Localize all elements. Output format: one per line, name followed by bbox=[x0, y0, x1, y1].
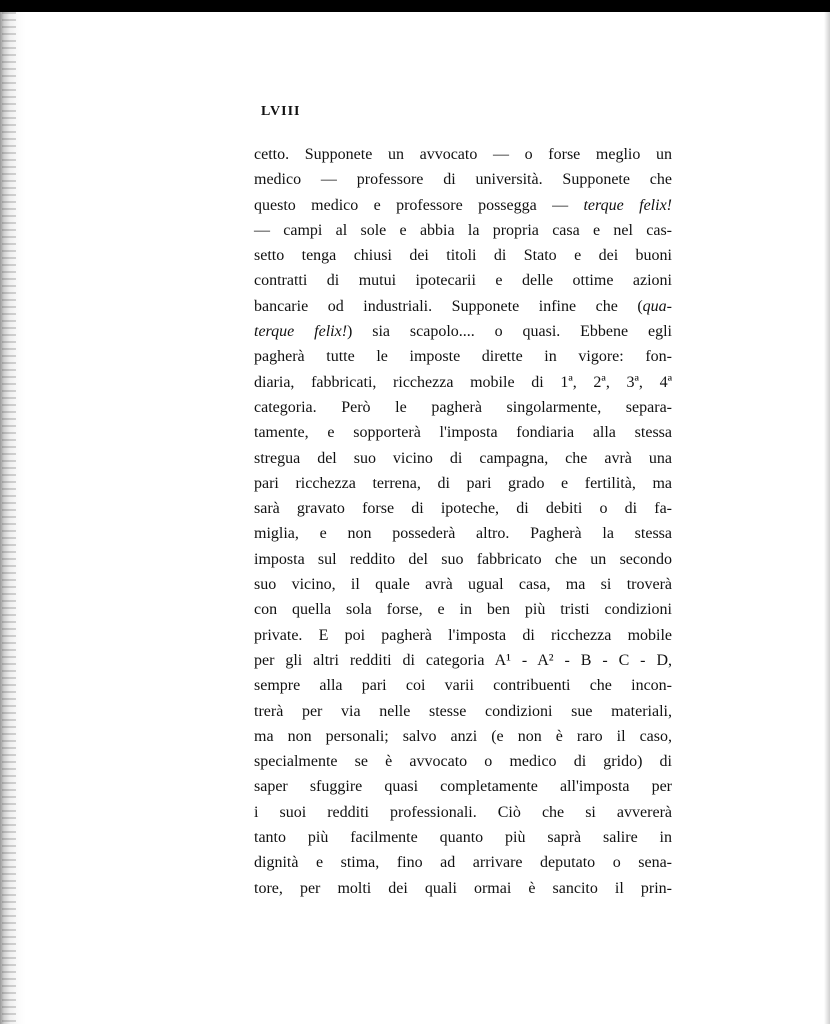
text-line bbox=[254, 395, 672, 420]
text-segment: imposta sul reddito del suo fabbricato che un secondo bbox=[254, 550, 672, 568]
text-line bbox=[254, 420, 672, 445]
italic-phrase: terque felix! bbox=[583, 196, 673, 214]
text-segment: tore, per molti dei quali ormai è sancito il prin- bbox=[254, 879, 672, 897]
text-line bbox=[254, 724, 672, 749]
text-line bbox=[254, 268, 672, 293]
text-line bbox=[254, 850, 672, 875]
body-text bbox=[254, 142, 672, 901]
text-line bbox=[254, 876, 672, 901]
text-segment: setto tenga chiusi dei titoli di Stato e dei buoni bbox=[254, 247, 672, 265]
text-line bbox=[254, 825, 672, 850]
text-segment: private. E poi pagherà l'imposta di ricchezza mobile bbox=[254, 626, 672, 644]
text-line bbox=[254, 521, 672, 546]
text-line bbox=[254, 218, 672, 243]
text-segment: tanto più facilmente quanto più saprà salire in bbox=[254, 829, 672, 847]
italic-phrase: terque felix! bbox=[254, 323, 348, 341]
text-line bbox=[254, 167, 672, 192]
text-line bbox=[254, 699, 672, 724]
text-line bbox=[254, 344, 672, 369]
text-segment: pagherà tutte le imposte dirette in vigore: fon- bbox=[254, 348, 672, 366]
text-line bbox=[254, 597, 672, 622]
text-line bbox=[254, 547, 672, 572]
text-line bbox=[254, 142, 672, 167]
scan-right-edge bbox=[824, 12, 830, 1024]
text-segment: sarà gravato forse di ipoteche, di debiti o di fa- bbox=[254, 500, 672, 518]
text-segment: ma non personali; salvo anzi (e non è raro il caso, bbox=[254, 727, 672, 745]
text-line bbox=[254, 193, 672, 218]
text-segment: medico — professore di università. Supponete che bbox=[254, 171, 672, 189]
text-segment: tamente, e sopporterà l'imposta fondiaria alla stessa bbox=[254, 424, 672, 442]
text-line bbox=[254, 673, 672, 698]
text-segment: stregua del suo vicino di campagna, che avrà una bbox=[254, 449, 672, 467]
text-line bbox=[254, 648, 672, 673]
text-segment: saper sfuggire quasi completamente all'imposta per bbox=[254, 778, 672, 796]
text-segment: specialmente se è avvocato o medico di grido) di bbox=[254, 753, 672, 771]
text-segment: cetto. Supponete un avvocato — o forse meglio un bbox=[254, 146, 672, 163]
text-segment: contratti di mutui ipotecarii e delle ottime azioni bbox=[254, 272, 672, 290]
text-segment: suo vicino, il quale avrà ugual casa, ma si troverà bbox=[254, 576, 672, 594]
text-line bbox=[254, 774, 672, 799]
text-segment: trerà per via nelle stesse condizioni sue materiali, bbox=[254, 702, 672, 720]
text-segment: sempre alla pari coi varii contribuenti che incon- bbox=[254, 677, 672, 695]
text-line bbox=[254, 319, 672, 344]
text-line bbox=[254, 243, 672, 268]
page-number: LVIII bbox=[261, 104, 301, 119]
text-segment: i suoi redditi professionali. Ciò che si avvererà bbox=[254, 803, 672, 821]
text-segment: dignità e stima, fino ad arrivare deputato o sena- bbox=[254, 854, 672, 872]
text-segment: per gli altri redditi di categoria A¹ - A² - B - C - D, bbox=[254, 651, 672, 669]
text-line bbox=[254, 496, 672, 521]
text-segment: pari ricchezza terrena, di pari grado e fertilità, ma bbox=[254, 474, 672, 492]
text-line bbox=[254, 294, 672, 319]
text-segment: ) sia scapolo.... o quasi. Ebbene egli bbox=[347, 323, 672, 341]
text-line bbox=[254, 623, 672, 648]
italic-phrase: qua- bbox=[642, 297, 672, 315]
scan-top-border bbox=[0, 0, 830, 12]
scan-left-edge-marks bbox=[2, 12, 16, 1024]
text-line bbox=[254, 749, 672, 774]
text-segment: diaria, fabbricati, ricchezza mobile di 1ª, 2ª, 3ª, 4ª bbox=[254, 373, 672, 391]
text-segment: bancarie od industriali. Supponete infine che ( bbox=[254, 297, 643, 315]
text-line bbox=[254, 800, 672, 825]
text-line bbox=[254, 446, 672, 471]
text-segment: con quella sola forse, e in ben più tristi condizioni bbox=[254, 601, 672, 619]
text-segment: questo medico e professore possegga — bbox=[254, 196, 584, 214]
text-segment: categoria. Però le pagherà singolarmente, separa- bbox=[254, 398, 672, 416]
text-segment: — campi al sole e abbia la propria casa e nel cas- bbox=[254, 221, 672, 239]
text-line bbox=[254, 572, 672, 597]
text-line bbox=[254, 370, 672, 395]
text-line bbox=[254, 471, 672, 496]
text-segment: miglia, e non possederà altro. Pagherà la stessa bbox=[254, 525, 672, 543]
